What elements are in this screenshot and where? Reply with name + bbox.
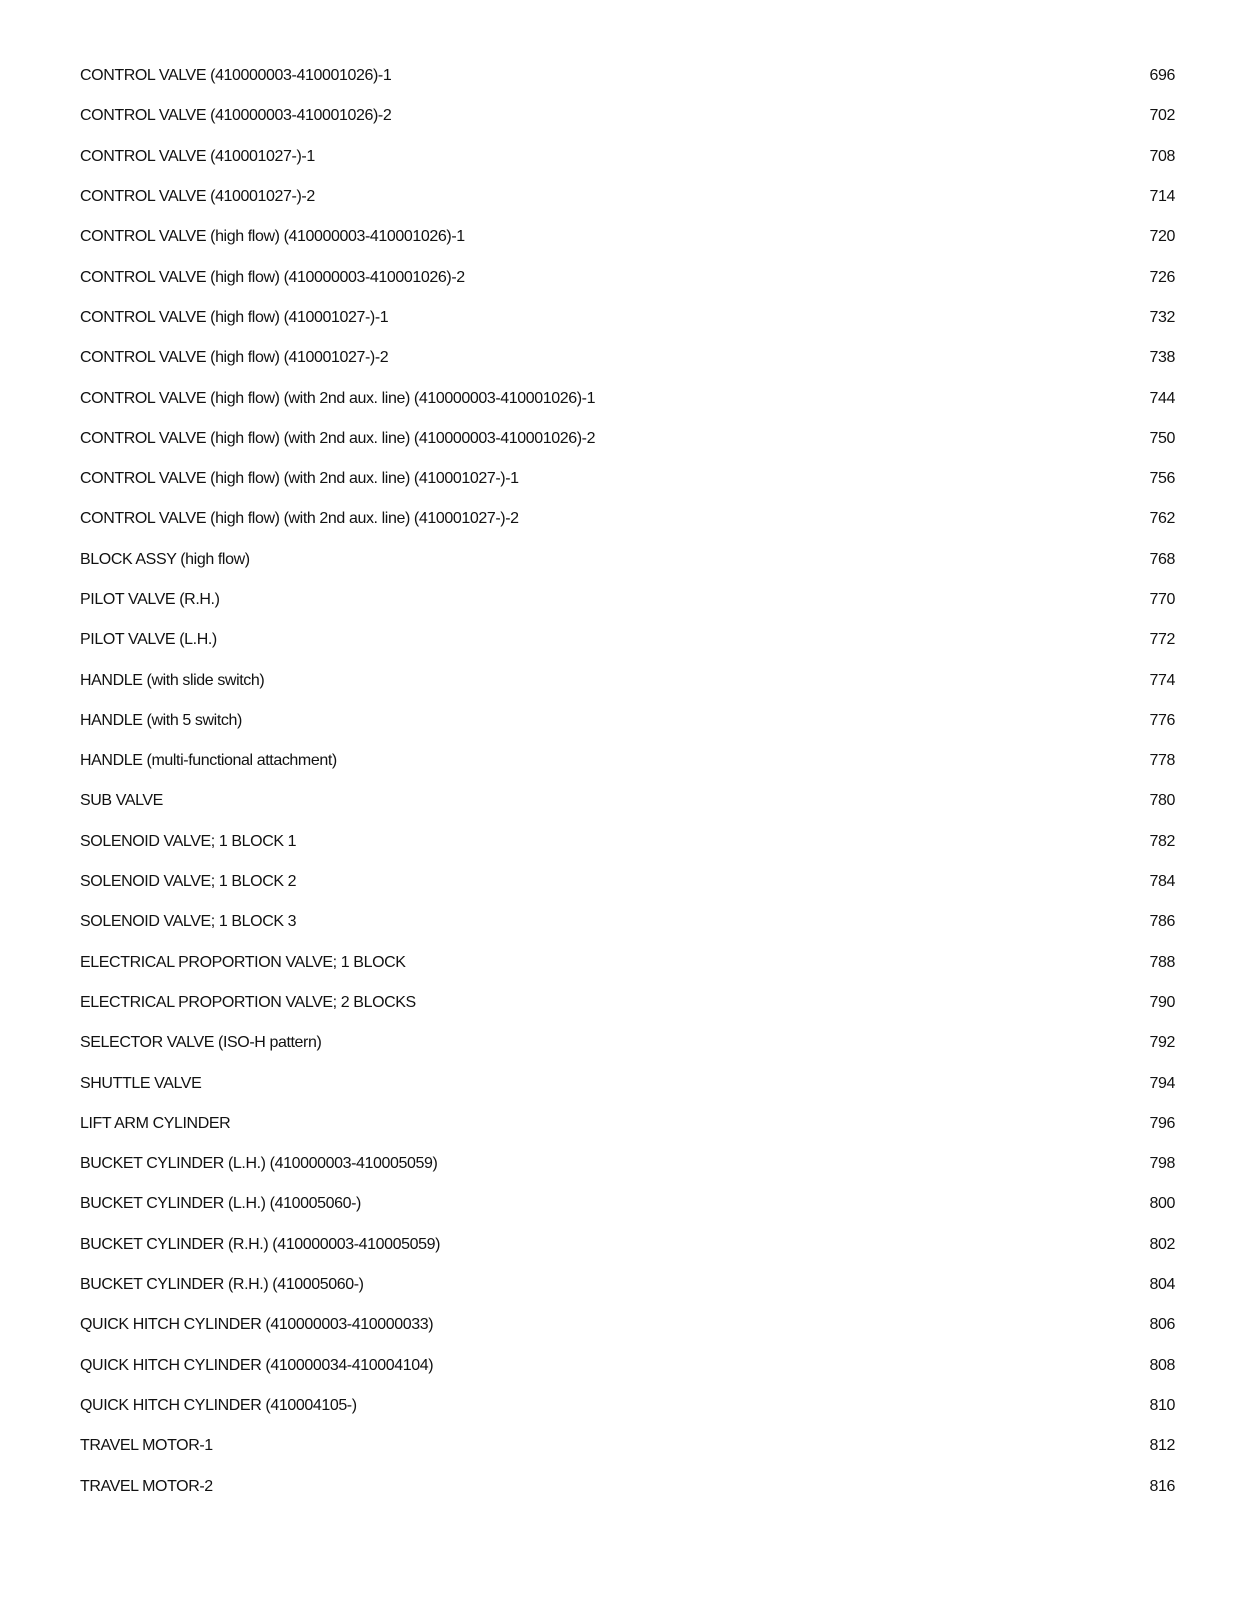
toc-entry <box>80 177 1175 217</box>
toc-entry-title: HANDLE (with 5 switch) <box>80 711 242 729</box>
toc-entry-title: SELECTOR VALVE (ISO-H pattern) <box>80 1034 322 1052</box>
toc-entry-page-number: 732 <box>1149 308 1175 326</box>
toc-entry <box>80 96 1175 136</box>
toc-entry <box>80 1023 1175 1063</box>
toc-entry-page-number: 792 <box>1149 1034 1175 1052</box>
toc-entry <box>80 943 1175 983</box>
toc-entry-page-number: 786 <box>1149 913 1175 931</box>
toc-entry <box>80 862 1175 902</box>
toc-entry-title: PILOT VALVE (L.H.) <box>80 631 217 649</box>
toc-entry-page-number: 784 <box>1149 873 1175 891</box>
toc-entry <box>80 822 1175 862</box>
toc-entry-page-number: 816 <box>1149 1477 1175 1495</box>
toc-entry-page-number: 772 <box>1149 631 1175 649</box>
toc-entry <box>80 1346 1175 1386</box>
toc-entry-title: QUICK HITCH CYLINDER (410004105-) <box>80 1396 357 1414</box>
toc-entry-title: ELECTRICAL PROPORTION VALVE; 2 BLOCKS <box>80 993 416 1011</box>
toc-entry <box>80 1144 1175 1184</box>
toc-entry <box>80 298 1175 338</box>
toc-entry-title: QUICK HITCH CYLINDER (410000003-410000033) <box>80 1316 434 1334</box>
toc-entry <box>80 902 1175 942</box>
toc-entry-title: SUB VALVE <box>80 792 163 810</box>
toc-entry-title: PILOT VALVE (R.H.) <box>80 591 220 608</box>
toc-entry-page-number: 708 <box>1149 147 1175 165</box>
toc-entry-title: BUCKET CYLINDER (R.H.) (410005060-) <box>80 1276 364 1294</box>
toc-entry-page-number: 770 <box>1149 591 1175 608</box>
toc-entry-title: SOLENOID VALVE; 1 BLOCK 2 <box>80 873 297 891</box>
toc-entry <box>80 1466 1175 1506</box>
toc-entry-title: TRAVEL MOTOR-2 <box>80 1477 213 1495</box>
toc-entry-title: BUCKET CYLINDER (R.H.) (410000003-410005059) <box>80 1235 441 1253</box>
toc-entry <box>80 1426 1175 1466</box>
toc-entry-page-number: 738 <box>1149 349 1175 367</box>
toc-entry-title: CONTROL VALVE (high flow) (with 2nd aux. line) (410000003-410001026)-2 <box>80 429 596 447</box>
toc-entry-title: CONTROL VALVE (high flow) (with 2nd aux. line) (410001027-)-2 <box>80 510 519 528</box>
toc-entry <box>80 56 1175 96</box>
toc-entry-page-number: 762 <box>1149 510 1175 528</box>
toc-entry-title: SOLENOID VALVE; 1 BLOCK 1 <box>80 832 297 850</box>
toc-entry-page-number: 702 <box>1149 107 1175 125</box>
toc-entry-page-number: 726 <box>1149 268 1175 286</box>
table-of-contents <box>80 56 1175 1507</box>
toc-entry <box>80 741 1175 781</box>
toc-entry-page-number: 812 <box>1149 1437 1175 1455</box>
toc-entry <box>80 217 1175 257</box>
toc-entry-page-number: 788 <box>1149 953 1175 971</box>
toc-entry-page-number: 806 <box>1149 1316 1175 1334</box>
toc-entry-title: CONTROL VALVE (high flow) (410001027-)-2 <box>80 349 389 367</box>
toc-entry-page-number: 768 <box>1149 550 1175 568</box>
toc-entry <box>80 580 1175 620</box>
toc-entry-page-number: 756 <box>1149 470 1175 488</box>
toc-entry-title: CONTROL VALVE (high flow) (with 2nd aux. line) (410000003-410001026)-1 <box>80 389 596 407</box>
toc-entry-page-number: 800 <box>1149 1195 1175 1213</box>
toc-entry <box>80 257 1175 297</box>
toc-entry-title: HANDLE (with slide switch) <box>80 671 265 689</box>
toc-entry <box>80 1104 1175 1144</box>
toc-entry-page-number: 714 <box>1149 188 1175 206</box>
toc-entry <box>80 781 1175 821</box>
toc-entry <box>80 660 1175 700</box>
toc-entry-page-number: 778 <box>1149 752 1175 770</box>
toc-entry-title: ELECTRICAL PROPORTION VALVE; 1 BLOCK <box>80 953 406 971</box>
toc-entry <box>80 1225 1175 1265</box>
toc-entry-title: TRAVEL MOTOR-1 <box>80 1437 213 1455</box>
toc-entry-page-number: 796 <box>1149 1114 1175 1132</box>
toc-entry-page-number: 802 <box>1149 1235 1175 1253</box>
toc-entry <box>80 499 1175 539</box>
toc-entry-title: CONTROL VALVE (high flow) (410000003-410001026)-2 <box>80 268 465 286</box>
toc-entry <box>80 1063 1175 1103</box>
toc-entry-title: CONTROL VALVE (410001027-)-2 <box>80 188 315 206</box>
toc-entry-page-number: 780 <box>1149 792 1175 810</box>
toc-entry-page-number: 696 <box>1149 67 1175 85</box>
toc-entry <box>80 1386 1175 1426</box>
toc-entry-title: CONTROL VALVE (high flow) (with 2nd aux. line) (410001027-)-1 <box>80 470 519 488</box>
toc-entry-page-number: 750 <box>1149 429 1175 447</box>
toc-entry <box>80 1305 1175 1345</box>
toc-entry-page-number: 782 <box>1149 832 1175 850</box>
toc-entry <box>80 137 1175 177</box>
toc-entry-page-number: 810 <box>1149 1396 1175 1414</box>
toc-entry <box>80 620 1175 660</box>
toc-entry-title: SOLENOID VALVE; 1 BLOCK 3 <box>80 913 297 931</box>
toc-entry-title: SHUTTLE VALVE <box>80 1074 202 1092</box>
toc-entry-title: CONTROL VALVE (410000003-410001026)-1 <box>80 67 392 85</box>
toc-entry-page-number: 804 <box>1149 1276 1175 1294</box>
toc-entry-page-number: 774 <box>1149 671 1175 689</box>
toc-entry-page-number: 798 <box>1149 1155 1175 1173</box>
toc-entry-page-number: 808 <box>1149 1356 1175 1374</box>
toc-entry-title: BUCKET CYLINDER (L.H.) (410005060-) <box>80 1195 361 1213</box>
toc-entry <box>80 378 1175 418</box>
toc-entry-page-number: 744 <box>1149 389 1175 407</box>
toc-entry-page-number: 794 <box>1149 1074 1175 1092</box>
toc-entry <box>80 419 1175 459</box>
toc-entry-title: CONTROL VALVE (high flow) (410000003-410001026)-1 <box>80 228 465 246</box>
toc-entry-title: BUCKET CYLINDER (L.H.) (410000003-410005059) <box>80 1155 438 1173</box>
toc-entry <box>80 701 1175 741</box>
toc-entry-title: HANDLE (multi-functional attachment) <box>80 752 337 770</box>
toc-entry-title: BLOCK ASSY (high flow) <box>80 550 250 568</box>
toc-entry <box>80 338 1175 378</box>
toc-entry <box>80 1184 1175 1224</box>
toc-entry-page-number: 790 <box>1149 993 1175 1011</box>
toc-entry <box>80 540 1175 580</box>
toc-entry <box>80 459 1175 499</box>
toc-entry-page-number: 776 <box>1149 711 1175 729</box>
toc-entry-title: CONTROL VALVE (410001027-)-1 <box>80 147 315 165</box>
toc-entry-title: CONTROL VALVE (410000003-410001026)-2 <box>80 107 392 125</box>
toc-entry <box>80 983 1175 1023</box>
toc-entry-title: CONTROL VALVE (high flow) (410001027-)-1 <box>80 308 389 326</box>
toc-entry-page-number: 720 <box>1149 228 1175 246</box>
toc-entry-title: QUICK HITCH CYLINDER (410000034-410004104) <box>80 1356 434 1374</box>
toc-entry <box>80 1265 1175 1305</box>
toc-entry-title: LIFT ARM CYLINDER <box>80 1114 231 1132</box>
